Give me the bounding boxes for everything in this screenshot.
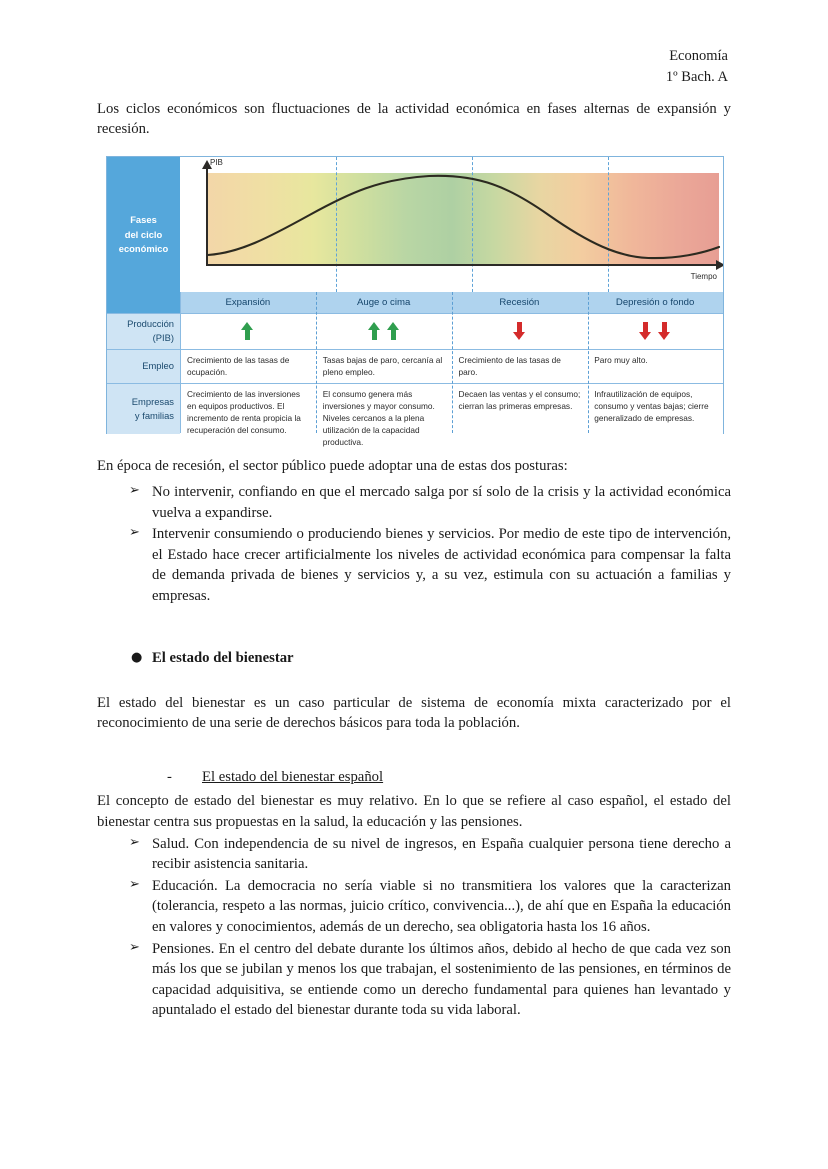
recession-intro: En época de recesión, el sector público puede adoptar una de estas dos posturas: xyxy=(97,458,568,474)
round-bullet-icon: ● xyxy=(131,650,143,665)
figure-hsep-2 xyxy=(107,349,723,350)
cycle-chart xyxy=(180,157,723,292)
empleo-cell-expansion: Crecimiento de las tasas de ocupación. xyxy=(180,349,316,383)
recession-options-list xyxy=(97,482,731,606)
arrow-up-icon xyxy=(368,322,381,340)
phase-header-depression: Depresión o fondo xyxy=(587,292,723,313)
dash-marker: - xyxy=(167,768,172,785)
empresas-cell-recession: Decaen las ventas y el consumo; cierran las primeras empresas. xyxy=(452,383,588,434)
welfare-sub-heading-text: El estado del bienestar español xyxy=(202,768,384,785)
list-item xyxy=(97,482,731,523)
row-label-produccion-line-2: (PIB) xyxy=(152,332,174,343)
recession-block xyxy=(97,456,731,608)
list-item xyxy=(97,939,731,1021)
list-item xyxy=(97,876,731,938)
empleo-cell-peak: Tasas bajas de paro, cercanía al pleno empleo. xyxy=(316,349,452,383)
arrow-bullet-icon: ➢ xyxy=(129,834,140,850)
figure-hsep-3 xyxy=(107,383,723,384)
welfare-paragraph: El estado del bienestar es un caso particular de sistema de economía mixta caracterizado por el reconocimiento de una serie de derechos básicos para toda la población. xyxy=(97,694,731,731)
empresas-cell-peak: El consumo genera más inversiones y mayor consumo. Niveles cercanos a la plena utilización de la capacidad productiva. xyxy=(316,383,452,434)
header-subject: Economía xyxy=(669,48,728,64)
produccion-cell-expansion xyxy=(180,313,316,349)
welfare-heading-text: El estado del bienestar xyxy=(152,650,294,666)
produccion-cell-peak xyxy=(316,313,452,349)
list-item-text: Intervenir consumiendo o produciendo bienes y servicios. Por medio de este tipo de intervención, el Estado hace crecer artificialmente los niveles de actividad económica para compensar la falta de demanda privada de bienes y servicios y, a su vez, estimula con su actuación a familias y empresas. xyxy=(152,526,731,605)
figure-side-label-line-1: Fases xyxy=(130,214,157,226)
welfare-sub-paragraph: El concepto de estado del bienestar es muy relativo. En lo que se refiere al caso español, el estado del bienestar centra sus propuestas en la salud, la educación y las pensiones. xyxy=(97,793,731,830)
arrow-bullet-icon: ➢ xyxy=(129,876,140,892)
produccion-cell-depression xyxy=(587,313,723,349)
figure-side-label-line-2: del ciclo xyxy=(124,228,163,240)
list-item xyxy=(97,834,731,875)
intro-paragraph: Los ciclos económicos son fluctuaciones de la actividad económica en fases alternas de expansión y recesión. xyxy=(97,101,731,138)
row-label-empresas-line-1: Empresas xyxy=(131,395,174,407)
arrow-up-icon xyxy=(241,322,254,340)
figure-side-label xyxy=(107,157,180,313)
figure-col-divider-3 xyxy=(588,292,589,433)
figure-side-label-line-3: económico xyxy=(118,243,169,255)
welfare-items-list xyxy=(97,834,731,1021)
empresas-cell-depression: Infrautilización de equipos, consumo y ventas bajas; cierre generalizado de empresas. xyxy=(587,383,723,434)
arrow-bullet-icon: ➢ xyxy=(129,939,140,955)
chart-x-axis-label: Tiempo xyxy=(690,272,717,281)
document-header xyxy=(666,46,728,87)
arrow-down-icon xyxy=(513,322,526,340)
business-cycle-figure xyxy=(106,156,724,448)
phase-header-expansion: Expansión xyxy=(180,292,316,313)
header-course: 1º Bach. A xyxy=(665,68,728,85)
figure-col-divider-2 xyxy=(452,292,453,433)
chart-y-axis-label: PIB xyxy=(210,158,223,167)
gdp-curve xyxy=(180,157,723,292)
row-label-empleo-line-1: Empleo xyxy=(142,360,174,372)
arrow-down-icon xyxy=(658,322,671,340)
list-item-text: Pensiones. En el centro del debate durante los últimos años, debido al hecho de que cada vez son más los que se jubilan y menos los que trabajan, el sostenimiento de las pensiones, en términos de capacidad adquisitiva, se entiende como un derecho fundamental para quienes han levantado y apuntalado el estado del bienestar durante toda su vida laboral. xyxy=(152,940,731,1019)
arrow-up-icon xyxy=(387,322,400,340)
figure-grid xyxy=(107,157,723,448)
arrow-bullet-icon: ➢ xyxy=(129,483,140,499)
welfare-block xyxy=(97,648,731,1022)
empleo-cell-recession: Crecimiento de las tasas de paro. xyxy=(452,349,588,383)
welfare-sub-heading xyxy=(97,767,731,788)
welfare-heading xyxy=(97,648,731,669)
row-label-produccion xyxy=(107,313,180,349)
produccion-cell-recession xyxy=(452,313,588,349)
chart-y-axis xyxy=(206,167,208,266)
figure-col-divider-1 xyxy=(316,292,317,433)
row-label-produccion-line-1: Producción xyxy=(127,318,174,330)
row-label-empresas xyxy=(107,383,180,434)
row-label-empleo xyxy=(107,349,180,383)
list-item xyxy=(97,524,731,606)
empresas-cell-expansion: Crecimiento de las inversiones en equipos productivos. El incremento de renta propicia la recuperación del consumo. xyxy=(180,383,316,434)
list-item-text: No intervenir, confiando en que el mercado salga por sí solo de la crisis y la actividad económica vuelva a expandirse. xyxy=(152,484,731,521)
list-item-text: Salud. Con independencia de su nivel de ingresos, en España cualquier persona tiene derecho a recibir asistencia sanitaria. xyxy=(152,835,731,873)
list-item-text: Educación. La democracia no sería viable si no transmitiera los valores que la caracterizan (tolerancia, respeto a las normas, juicio crítico, convivencia...), de ahí que en España la educación en valores y conocimientos, además de un derecho, sea obligatoria hasta los 16 años. xyxy=(152,877,731,936)
figure-vsep-left xyxy=(180,292,181,433)
row-label-empresas-line-2: y familias xyxy=(134,409,174,421)
phase-header-recession: Recesión xyxy=(452,292,588,313)
chart-x-axis xyxy=(206,264,717,266)
intro-block xyxy=(97,99,731,139)
figure-hsep-1 xyxy=(107,313,723,314)
arrow-bullet-icon: ➢ xyxy=(129,525,140,541)
empleo-cell-depression: Paro muy alto. xyxy=(587,349,723,383)
phase-header-peak: Auge o cima xyxy=(316,292,452,313)
arrow-down-icon xyxy=(639,322,652,340)
